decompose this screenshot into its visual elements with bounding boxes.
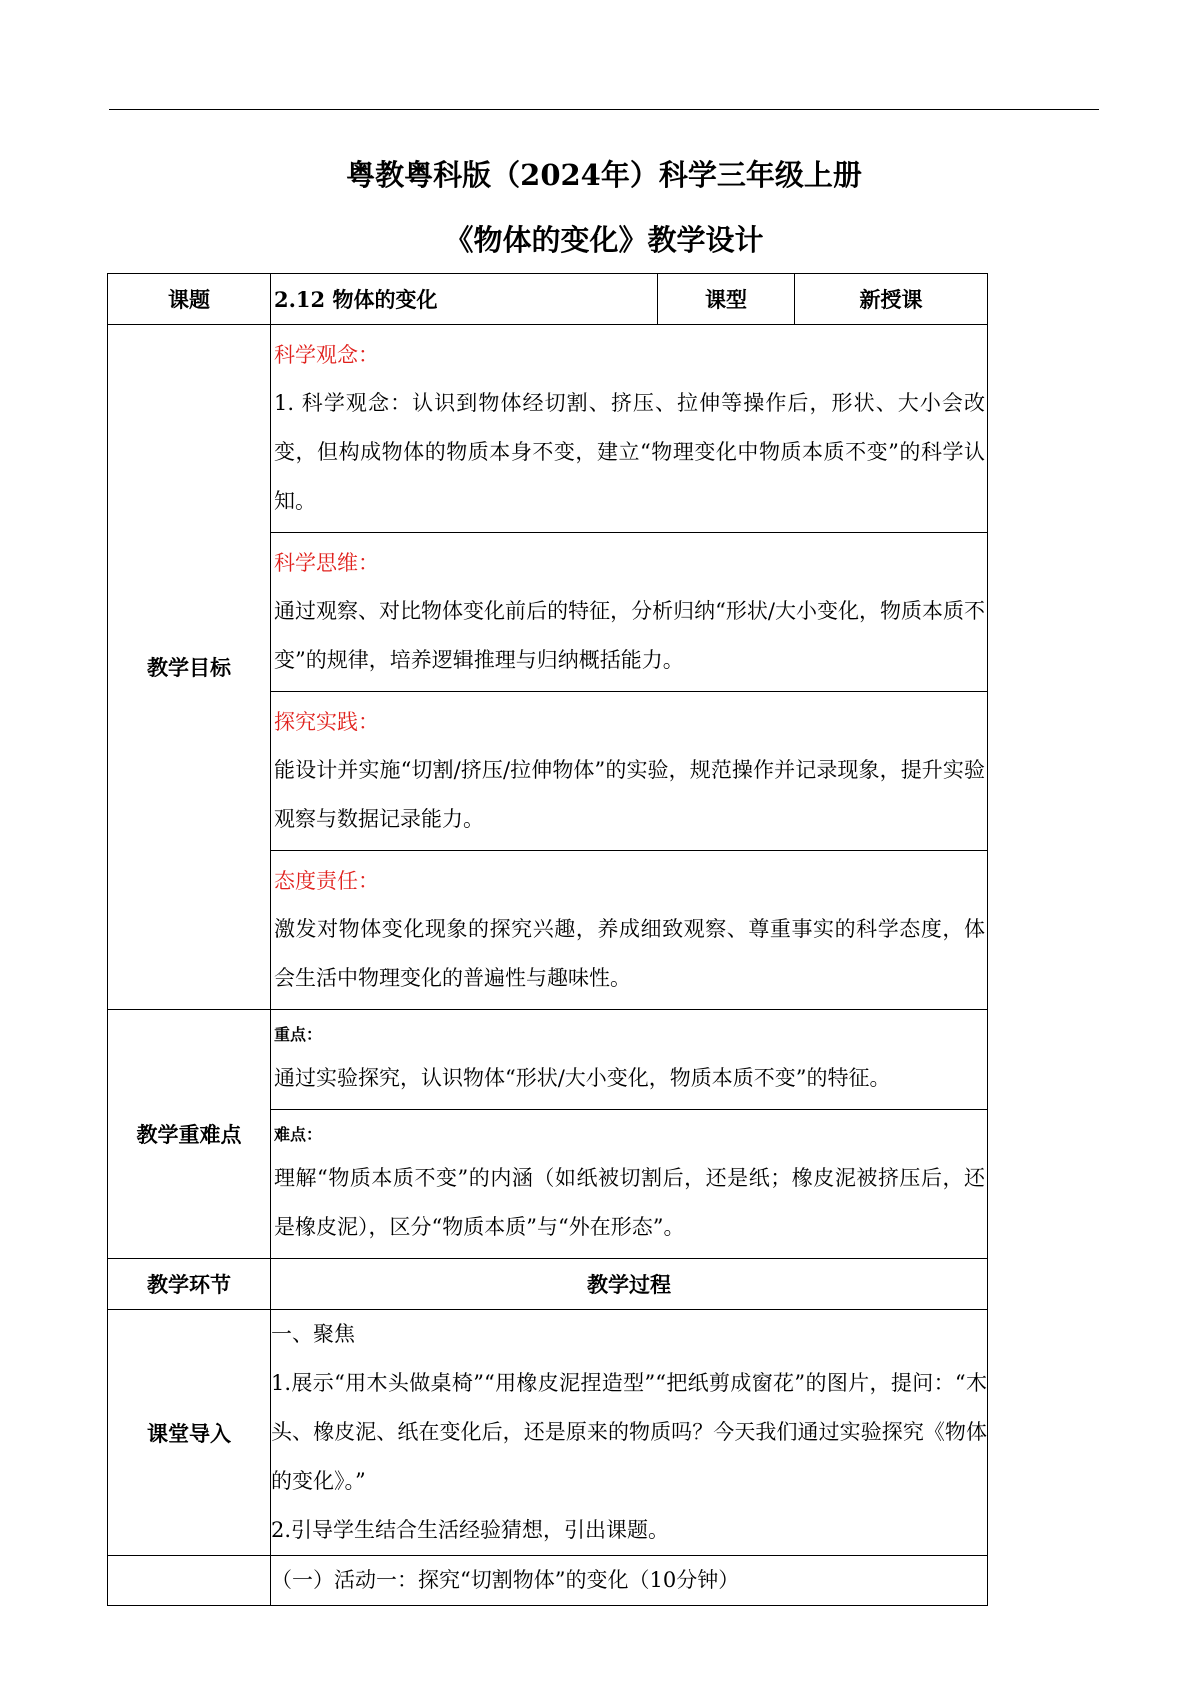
section-heading: 难点： — [274, 1125, 323, 1144]
intro-line: 1.展示“用木头做桌椅”“用橡皮泥捏造型”“把纸剪成窗花”的图片，提问：“木头、橡皮泥、纸在变化后，还是原来的物质吗？今天我们通过实验探究《物体的变化》。” — [271, 1371, 987, 1493]
table-row — [108, 1310, 988, 1556]
key-points-label: 教学重难点 — [108, 1010, 271, 1259]
section-heading: 态度责任： — [274, 869, 379, 893]
section-heading: 科学思维： — [274, 551, 379, 575]
section-heading: 科学观念： — [274, 343, 379, 367]
table-row — [108, 1259, 988, 1310]
type-label: 课型 — [658, 274, 795, 325]
section-text: 通过观察、对比物体变化前后的特征，分析归纳“形状/大小变化，物质本质不变”的规律，培养逻辑推理与归纳概括能力。 — [274, 599, 985, 672]
topic-label: 课题 — [108, 274, 271, 325]
activity-cell — [271, 1556, 988, 1606]
intro-label: 课堂导入 — [108, 1310, 271, 1556]
stage-header: 教学环节 — [108, 1259, 271, 1310]
section-heading: 探究实践： — [274, 710, 379, 734]
objective-section — [271, 850, 987, 1009]
objectives-cell — [271, 325, 988, 1010]
intro-line: 一、聚焦 — [271, 1322, 355, 1346]
section-heading: 重点： — [274, 1025, 323, 1044]
section-text: 激发对物体变化现象的探究兴趣，养成细致观察、尊重事实的科学态度，体会生活中物理变化的普遍性与趣味性。 — [274, 917, 985, 990]
header-rule — [109, 109, 1099, 110]
topic-value: 2.12 物体的变化 — [271, 274, 658, 325]
table-row — [108, 1010, 988, 1259]
objective-section — [271, 532, 987, 691]
key-point-section — [271, 1109, 987, 1258]
document-subtitle: 《物体的变化》教学设计 — [444, 223, 764, 257]
table-row — [108, 325, 988, 1010]
table-row — [108, 1556, 988, 1606]
section-text: 理解“物质本质不变”的内涵（如纸被切割后，还是纸；橡皮泥被挤压后，还是橡皮泥），区分“物质本质”与“外在形态”。 — [274, 1166, 985, 1239]
document-title: 粤教粤科版（2024年）科学三年级上册 — [346, 158, 862, 192]
intro-line: 2.引导学生结合生活经验猜想，引出课题。 — [271, 1518, 670, 1542]
lesson-plan-table — [107, 273, 988, 1606]
activity-label — [108, 1556, 271, 1606]
intro-cell — [271, 1310, 988, 1556]
section-text: 能设计并实施“切割/挤压/拉伸物体”的实验，规范操作并记录现象，提升实验观察与数据记录能力。 — [274, 758, 985, 831]
key-point-section — [271, 1010, 987, 1109]
objective-section — [271, 325, 987, 532]
process-header: 教学过程 — [271, 1259, 988, 1310]
section-text: 通过实验探究，认识物体“形状/大小变化，物质本质不变”的特征。 — [274, 1066, 891, 1090]
objective-section — [271, 691, 987, 850]
key-points-cell — [271, 1010, 988, 1259]
type-value: 新授课 — [795, 274, 988, 325]
objectives-label: 教学目标 — [108, 325, 271, 1010]
table-row — [108, 274, 988, 325]
activity-text: （一）活动一：探究“切割物体”的变化（10分钟） — [271, 1568, 740, 1592]
section-text: 1. 科学观念：认识到物体经切割、挤压、拉伸等操作后，形状、大小会改变，但构成物体的物质本身不变，建立“物理变化中物质本质不变”的科学认知。 — [274, 391, 985, 513]
